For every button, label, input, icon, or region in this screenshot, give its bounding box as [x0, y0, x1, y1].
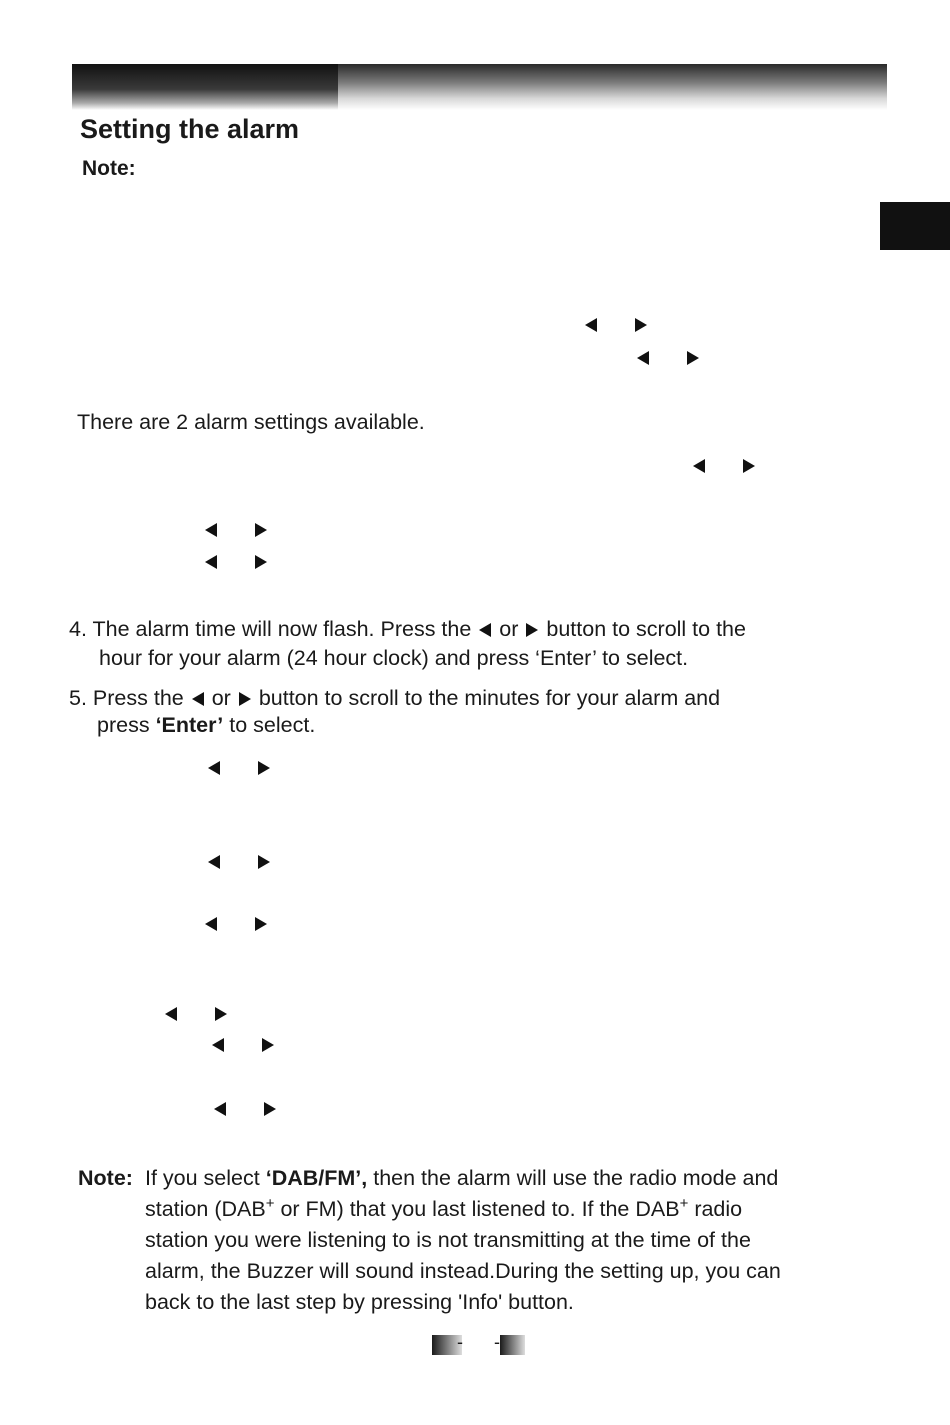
- step-4-or: or: [499, 617, 519, 641]
- arrow-left-icon: [205, 917, 217, 931]
- note-line-2-b: or FM) that you last listened to. If the DAB: [280, 1197, 680, 1221]
- arrow-pair-11: [214, 1102, 276, 1116]
- arrow-pair-1: [585, 318, 647, 332]
- step-4-line-1: [69, 615, 746, 644]
- side-tab: [880, 202, 950, 250]
- arrow-pair-7: [208, 855, 270, 869]
- arrow-left-icon: [585, 318, 597, 332]
- note-line-1-b: then the alarm will use the radio mode and: [373, 1166, 779, 1190]
- note-line-1-a: If you select: [145, 1166, 260, 1190]
- note-lines: [145, 1163, 781, 1318]
- note-line-2-c: radio: [694, 1197, 743, 1221]
- arrow-left-icon: [479, 623, 491, 637]
- note-line-5: back to the last step by pressing 'Info' button.: [145, 1290, 574, 1314]
- alarm-settings-text: There are 2 alarm settings available.: [77, 410, 425, 434]
- arrow-right-icon: [687, 351, 699, 365]
- note-label: Note:: [78, 1166, 133, 1190]
- arrow-pair-3: [693, 459, 755, 473]
- arrow-left-icon: [214, 1102, 226, 1116]
- arrow-left-icon: [192, 692, 204, 706]
- arrow-left-icon: [205, 555, 217, 569]
- arrow-right-icon: [262, 1038, 274, 1052]
- step-4-text-a: The alarm time will now flash. Press the: [92, 617, 472, 641]
- step-5-select: to select.: [229, 713, 316, 737]
- arrow-left-icon: [637, 351, 649, 365]
- page-dash-right: -: [494, 1332, 500, 1352]
- arrow-left-icon: [205, 523, 217, 537]
- note-line-1: [145, 1163, 781, 1194]
- note-dabfm: ‘DAB/FM’,: [265, 1166, 368, 1190]
- step-5-text-b: button to scroll to the minutes for your alarm and: [258, 686, 721, 710]
- step-5-line-1: [69, 684, 720, 713]
- arrow-pair-4: [205, 523, 267, 537]
- note-line-2-a: station (DAB: [145, 1197, 266, 1221]
- header-block: [72, 64, 338, 110]
- arrow-right-icon: [239, 692, 251, 706]
- arrow-right-icon: [215, 1007, 227, 1021]
- arrow-pair-8: [205, 917, 267, 931]
- step-5-press: press: [97, 713, 150, 737]
- arrow-pair-2: [637, 351, 699, 365]
- note-sup-2: +: [679, 1195, 689, 1212]
- arrow-right-icon: [255, 555, 267, 569]
- step-5-enter: ‘Enter’: [155, 713, 224, 737]
- step-5-number: 5.: [69, 686, 87, 710]
- step-5-or: or: [211, 686, 231, 710]
- arrow-pair-9: [165, 1007, 227, 1021]
- arrow-left-icon: [208, 855, 220, 869]
- arrow-pair-6: [208, 761, 270, 775]
- arrow-right-icon: [258, 855, 270, 869]
- note-line-3: station you were listening to is not transmitting at the time of the: [145, 1228, 751, 1252]
- step-5-text-a: Press the: [92, 686, 184, 710]
- arrow-right-icon: [264, 1102, 276, 1116]
- step-4-text-b: button to scroll to the: [546, 617, 746, 641]
- arrow-left-icon: [693, 459, 705, 473]
- note-sup-1: +: [265, 1195, 275, 1212]
- page-dash-left: -: [457, 1332, 463, 1352]
- step-5-line-2: [97, 711, 315, 740]
- step-4-number: 4.: [69, 617, 87, 641]
- arrow-right-icon: [526, 623, 538, 637]
- note-line-2: [145, 1194, 781, 1225]
- arrow-right-icon: [255, 917, 267, 931]
- arrow-right-icon: [255, 523, 267, 537]
- arrow-left-icon: [165, 1007, 177, 1021]
- arrow-left-icon: [208, 761, 220, 775]
- arrow-right-icon: [635, 318, 647, 332]
- arrow-pair-10: [212, 1038, 274, 1052]
- note-line-4: alarm, the Buzzer will sound instead.During the setting up, you can: [145, 1259, 781, 1283]
- step-4-line-2: hour for your alarm (24 hour clock) and press ‘Enter’ to select.: [99, 646, 689, 670]
- arrow-right-icon: [258, 761, 270, 775]
- page-marker-right: [500, 1335, 525, 1355]
- note-top-label: Note:: [82, 157, 136, 180]
- arrow-pair-5: [205, 555, 267, 569]
- page-title: Setting the alarm: [80, 114, 300, 144]
- arrow-right-icon: [743, 459, 755, 473]
- arrow-left-icon: [212, 1038, 224, 1052]
